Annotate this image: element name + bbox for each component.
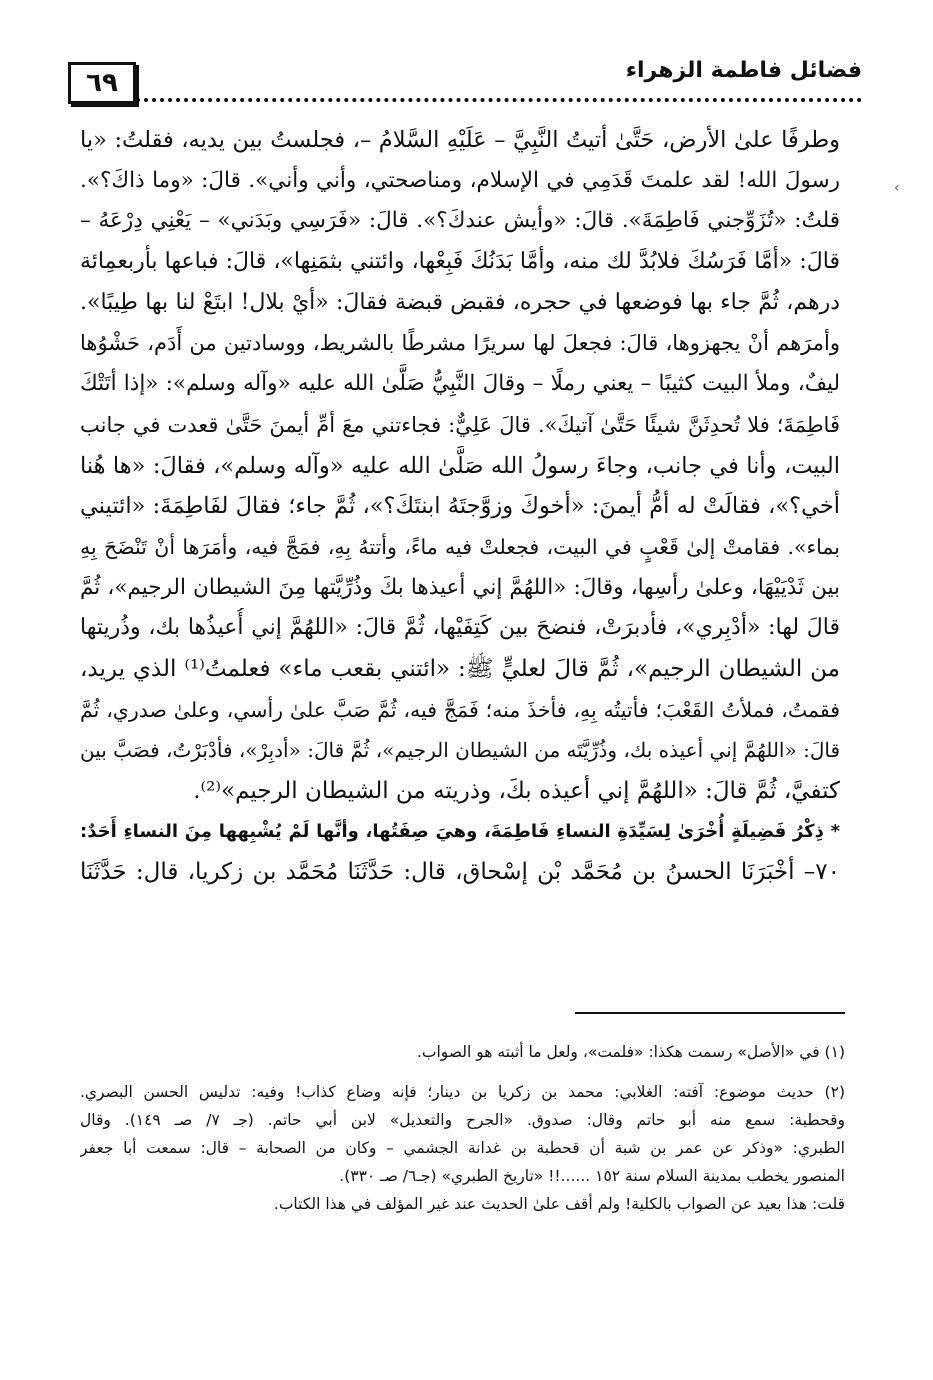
text-line: بين ثَدْيَيْهَا، وعلىٰ رأسِها، وقالَ: «اللهُمَّ إني أعيذها بكَ وذُرِّيَّتها مِنَ الشيطان الرجيم»، ثُمَّ [80, 574, 840, 600]
text-line: قلتُ: «تُزَوِّجني فَاطِمَةَ». قالَ: «وأيش عندكَ؟». قالَ: «فَرَسِي وبَدَني» – يَعْنِي دِرْعَهُ – [80, 208, 840, 234]
section-heading: * ذِكْرُ فَضِيلَةٍ أُخْرَىٰ لِسَيِّدَةِ النساءِ فَاطِمَةَ، وهيَ صِفَتُها، وأنَّها لَمْ يُشْبِهها مِنَ النساءِ أَحَدٌ: [80, 820, 840, 842]
text-line: أخي؟»، فقالَتْ له أمُّ أيمنَ: «أخوكَ وزوَّجتَهُ ابنتَكَ؟»، ثُمَّ جاء؛ فقالَ لفَاطِمَةَ: «ائتيني [80, 493, 840, 520]
text-line: بماء». فقامتْ إلىٰ قَعْبٍ في البيت، فجعلتْ فيه ماءً، وأتتهُ بِهِ، فمَجَّ فيه، وأمَرَها أنْ تَنْضَحَ بِهِ [80, 534, 840, 559]
footnote-2-line: المنصور يخطب بمدينة السلام سنة ١٥٢ ......!! «تاريخ الطبري» (جـ٦/ صـ ٣٣٠). [339, 1167, 845, 1185]
text-line: ليفٌ، وملأ البيت كثيبًا – يعني رملًا – وقالَ النَّبِيُّ صَلَّىٰ الله عليه «وآله وسلم»: «إذا أتَتْكَ [80, 371, 840, 397]
footnote-2-line: وقحطبة: سمع منه أبو حاتم وقال: صدوق. «الجرح والتعديل» لابن أبي حاتم. (جـ ٧/ صـ ١٤٩). وقال [80, 1111, 845, 1129]
main-text [80, 120, 840, 893]
text-line: كتفيَّ، ثُمَّ قالَ: «اللهُمَّ إني أعيذه بكَ، وذريته من الشيطان الرجيم»⁽²⁾. [193, 778, 840, 804]
text-line: من الشيطان الرجيم»، ثُمَّ قالَ لعليٍّ ﷺ: «ائتني بقعب ماء» فعلمتُ⁽¹⁾ الذي يريد، [80, 655, 840, 682]
text-line: قالَ لها: «أدْبِري»، فأدبرَتْ، فنضحَ بين كَتِفَيْها، ثُمَّ قالَ: «اللهُمَّ إني أُعيذُها بك، وذُريتها [80, 615, 840, 641]
text-line: رسولَ الله! لقد علمتَ قَدَمِي في الإسلام، ومناصحتي، وأني وأني». قالَ: «وما ذاكَ؟». [80, 167, 840, 193]
text-line: وطرفًا علىٰ الأرض، حَتَّىٰ أتيتُ النَّبِيَّ – عَلَيْهِ السَّلامُ –، فجلستُ بين يديه، فقلتُ: «يا [80, 127, 840, 153]
footnote-comment: قلت: هذا بعيد عن الصواب بالكلية! ولم أقف علىٰ الحديث عند غير المؤلف في هذا الكتاب. [273, 1195, 845, 1213]
text-line: فقمتُ، فملأتُ القَعْبَ؛ فأتيتُه بِهِ، فأخذَ منه؛ فَمَجَّ فيه، ثُمَّ صَبَّ علىٰ رأسي، وعلىٰ صدري، ثُمَّ [80, 697, 840, 722]
page-number: ٦٩ [68, 62, 136, 104]
footnote-1: (١) في «الأصل» رسمت هكذا: «فلمت»، ولعل ما أثبته هو الصواب. [416, 1043, 845, 1061]
footnote-separator [575, 1012, 845, 1014]
margin-mark: ‹ [894, 180, 900, 196]
page-header [60, 52, 862, 108]
text-line: درهم، ثُمَّ جاء بها فوضعها في حجره، فقبض قبضة فقالَ: «أيْ بلال! ابتَعْ لنا بها طِيبًا». [80, 289, 840, 315]
header-dotted-rule [136, 98, 862, 102]
text-line: قالَ: «اللهُمَّ إني أعيذه بك، وذُرِّيَّتَه من الشيطان الرجيم»، ثُمَّ قالَ: «أدبِرْ»، فأدْبَرْتُ، فصَبَّ بين [80, 738, 840, 763]
footnotes [80, 1038, 845, 1218]
text-line: قالَ: «أمَّا فَرَسُكَ فلابُدَّ لك منه، وأمَّا بَدَنُكَ فَبِعْها، وائتني بثمَنِها»، قالَ: فباعها بأربعمِائة [80, 249, 840, 275]
text-line: ٧٠– أخْبَرَنَا الحسنُ بن مُحَمَّد بْن إسْحاق، قال: حَدَّثَنَا مُحَمَّد بن زكريا، قال: حَدَّثَنَا [80, 859, 840, 886]
book-title: فضائل فاطمة الزهراء [625, 58, 862, 83]
footnote-2: (٢) حديث موضوع: آفته: الغلابي: محمد بن زكريا بن دينار؛ فإنه وضاع كذاب! وفيه: تدليس الحسن البصري. [80, 1083, 845, 1101]
text-line: فَاطِمَةَ؛ فلا تُحدِثَنَّ شيئًا حَتَّىٰ آتيكَ». قالَ عَلِيٌّ: فجاءتني معَ أمِّ أيمنَ حَتَّىٰ قعدت في جانب [80, 412, 840, 437]
text-line: البيت، وأنا في جانب، وجاءَ رسولُ الله صَلَّىٰ الله عليه «وآله وسلم»، فقالَ: «ها هُنا [80, 452, 840, 479]
footnote-2-line: الطبري: «وذكر عن عمر بن شبة أن قحطبة بن غدانة الجشمي – وكان من الصحابة – قال: سمعت أبا جعفر [80, 1139, 845, 1157]
text-line: وأمرَهم أنْ يجهزوها، قالَ: فجعلَ لها سريرًا مشرطًا بالشريط، ووسادتين من أَدَم، حَشْوُها [80, 331, 840, 356]
